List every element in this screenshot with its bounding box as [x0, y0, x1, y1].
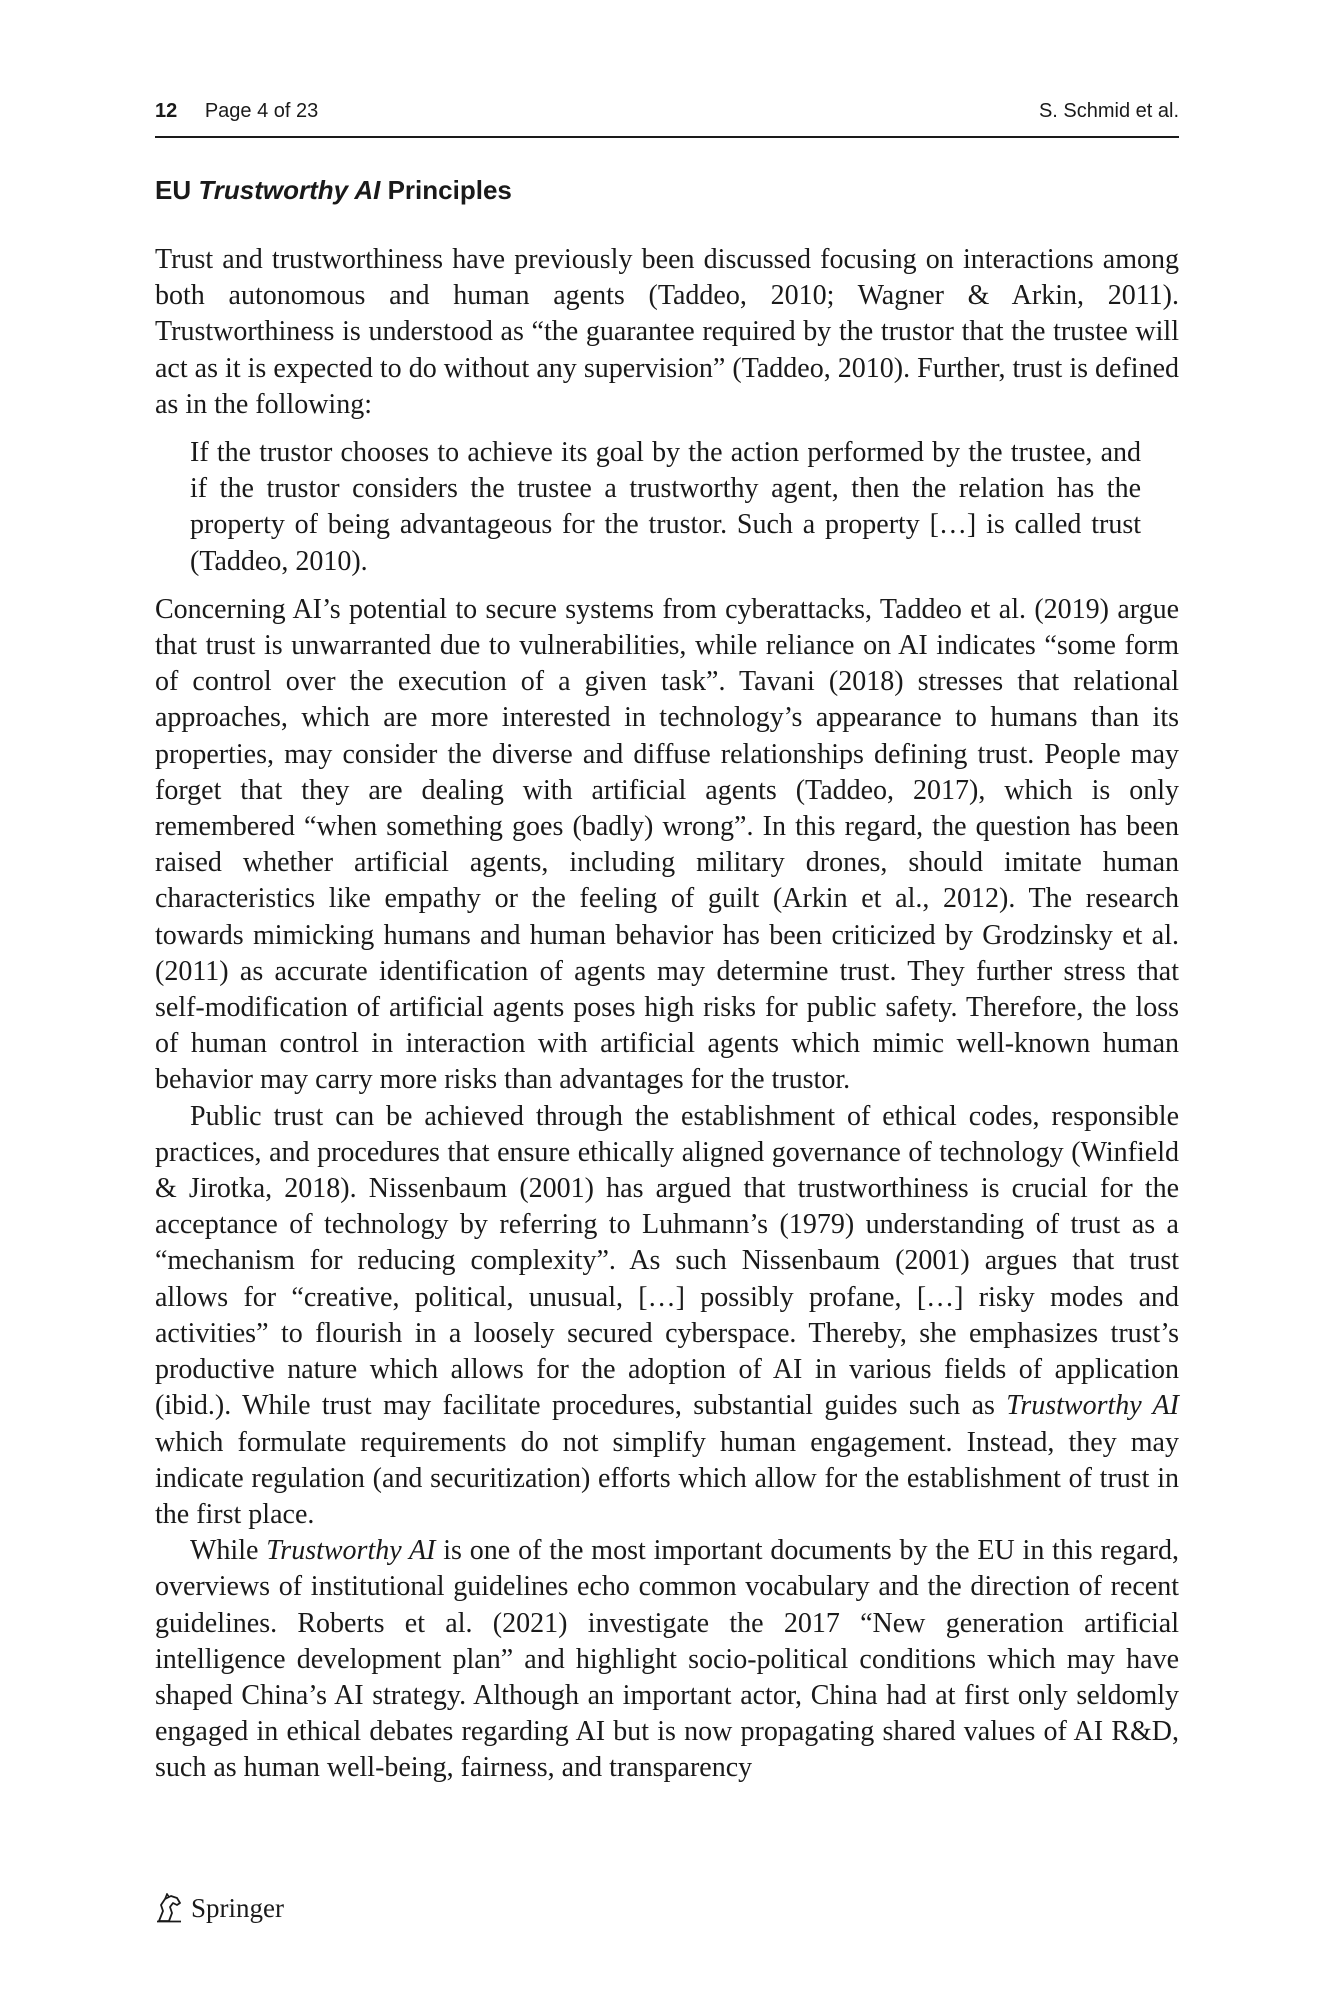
section-heading [155, 172, 1179, 208]
body-text [155, 242, 1179, 1787]
running-head [155, 96, 1179, 126]
page-of: Page 4 of 23 [204, 100, 319, 122]
paragraph-4 [155, 1533, 1179, 1786]
springer-horse-icon [155, 1893, 183, 1923]
paragraph-3 [155, 1099, 1179, 1533]
paragraph-4-italic: Trustworthy AI [266, 1535, 436, 1567]
page-number: 12 [155, 100, 178, 122]
publisher-name: Springer [191, 1893, 284, 1923]
heading-italic: Trustworthy AI [198, 175, 381, 205]
block-quote: If the trustor chooses to achieve its goal by the action performed by the trustee, and if the trustor considers the trustee a trustworthy agent, then the relation has the property of being advantageous for the trustor. Such a property […] is called trust (Taddeo, 2010). [190, 437, 1141, 577]
paragraph-3-part-a: Public trust can be achieved through the establishment of ethical codes, responsible practices, and procedures that ensure ethically aligned governance of technology (Winfield & Jirotka, 2018). Nissenbaum (2001) has argued that trustworthiness is crucial for the acceptance of technology by referring to Luhmann’s (1979) understanding of trust as a “mechanism for reducing complexity”. As such Nissenbaum (2001) argues that trust allows for “creative, political, unusual, […] possibly profane, […] risky modes and activities” to flourish in a loosely secured cyberspace. Thereby, she emphasizes trust’s productive nature which allows for the adoption of AI in various fields of application (ibid.). While trust may facilitate procedures, substantial guides such as [155, 1100, 1179, 1422]
running-head-authors: S. Schmid et al. [1038, 100, 1179, 122]
paragraph-3-italic: Trustworthy AI [1006, 1390, 1179, 1422]
heading-prefix: EU [155, 175, 199, 205]
paragraph-4-part-a: While [190, 1535, 267, 1567]
paragraph-3-part-b: which formulate requirements do not simplify human engagement. Instead, they may indicate regulation (and securitization) efforts which allow for the establishment of trust in the first place. [155, 1426, 1179, 1530]
page-footer [155, 1888, 284, 1928]
paragraph-4-part-b: is one of the most important documents by the EU in this regard, overviews of institutional guidelines echo common vocabulary and the direction of recent guidelines. Roberts et al. (2021) investigate the 2017 “New generation artificial intelligence development plan” and highlight socio-political conditions which may have shaped China’s AI strategy. Although an important actor, China had at first only seldomly engaged in ethical debates regarding AI but is now propagating shared values of AI R&D, such as human well-being, fairness, and transparency [155, 1535, 1179, 1784]
header-rule [155, 136, 1179, 138]
heading-suffix: Principles [380, 175, 512, 205]
paragraph-1: Trust and trustworthiness have previously been discussed focusing on interactions among both autonomous and human agents (Taddeo, 2010; Wagner & Arkin, 2011). Trustworthiness is understood as “the guarantee required by the trustor that the trustee will act as it is expected to do without any supervision” (Taddeo, 2010). Further, trust is defined as in the following: [155, 244, 1179, 420]
paragraph-2: Concerning AI’s potential to secure systems from cyberattacks, Taddeo et al. (2019) argue that trust is unwarranted due to vulnerabilities, while reliance on AI indicates “some form of control over the execution of a given task”. Tavani (2018) stresses that relational approaches, which are more interested in technology’s appearance to humans than its properties, may consider the diverse and diffuse relationships defining trust. People may forget that they are dealing with artificial agents (Taddeo, 2017), which is only remembered “when something goes (badly) wrong”. In this regard, the question has been raised whether artificial agents, including military drones, should imitate human characteristics like empathy or the feeling of guilt (Arkin et al., 2012). The research towards mimicking humans and human behavior has been criticized by Grodzinsky et al. (2011) as accurate identification of agents may determine trust. They further stress that self-modification of artificial agents poses high risks for public safety. Therefore, the loss of human control in interaction with artificial agents which mimic well-known human behavior may carry more risks than advantages for the trustor. [155, 593, 1179, 1096]
